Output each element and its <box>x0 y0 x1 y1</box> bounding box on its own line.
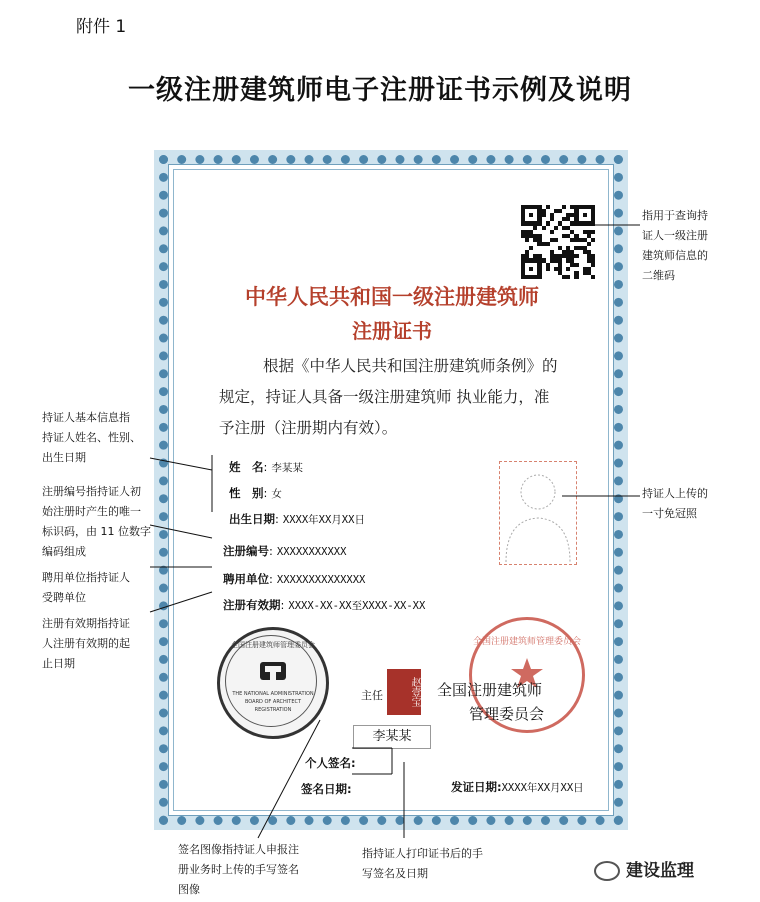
annotation-sigimg-line-1: 签名图像指持证人申报注 <box>178 843 299 856</box>
field-employer-value: XXXXXXXXXXXXXX <box>276 574 366 586</box>
annotation-reg-line-3: 标识码，由 11 位数字 <box>42 525 151 538</box>
certificate-subtitle: 注册证书 <box>352 319 432 343</box>
right-seal-text: 全国注册建筑师管理委员会 <box>472 637 581 647</box>
annotation-photo <box>642 484 708 524</box>
field-birthdate-label: 出生日期 <box>229 512 275 526</box>
annotation-photo-line-2: 一寸免冠照 <box>642 507 697 520</box>
annotation-validity-line-2: 人注册有效期的起 <box>42 637 130 650</box>
field-employer-label: 聘用单位 <box>223 572 269 586</box>
annotation-qr-line-1: 指用于查询持 <box>642 209 708 222</box>
field-gender-label: 性 别 <box>229 486 264 500</box>
field-reg-number-label: 注册编号 <box>223 544 269 558</box>
signature-image: 李某某 <box>353 725 431 749</box>
signature-date-label: 签名日期: <box>301 782 352 796</box>
body-line-3: 予注册（注册期内有效）。 <box>219 419 398 437</box>
watermark-text: 建设监理 <box>626 861 694 881</box>
seal-top-text: 全国注册建筑师管理委员会 <box>231 641 315 649</box>
reg-number-leader-line <box>150 525 212 538</box>
field-reg-number: 注册编号: XXXXXXXXXXX <box>223 544 347 558</box>
field-name: 姓 名: 李某某 <box>229 460 303 474</box>
annotation-qr-line-2: 证人一级注册 <box>642 229 708 242</box>
annotation-validity-line-1: 注册有效期指持证 <box>42 617 130 630</box>
annotation-hand-line-2: 写签名及日期 <box>362 867 428 880</box>
director-stamp: 赵壹宝 <box>387 669 421 715</box>
annotation-employer-line-2: 受聘单位 <box>42 591 86 604</box>
issue-date-label: 发证日期: <box>451 780 502 794</box>
committee-name-line-2: 管理委员会 <box>469 705 545 723</box>
annotation-signature-image <box>178 840 299 900</box>
field-employer: 聘用单位: XXXXXXXXXXXXXX <box>223 572 366 586</box>
field-name-value: 李某某 <box>271 462 303 474</box>
document-title: 一级注册建筑师电子注册证书示例及说明 <box>128 75 632 106</box>
annotation-qr-line-3: 建筑师信息的 <box>642 249 708 262</box>
annotation-handwritten <box>362 844 483 884</box>
annotation-reg-line-2: 始注册时产生的唯一 <box>42 505 141 518</box>
field-reg-number-value: XXXXXXXXXXX <box>276 546 347 558</box>
basic-info-leader-line <box>150 458 212 470</box>
field-validity-value: XXXX-XX-XX至XXXX-XX-XX <box>288 600 426 612</box>
signature-leader-line <box>258 720 320 838</box>
director-label: 主任 <box>361 689 383 702</box>
issue-date-value: XXXX年XX月XX日 <box>501 782 584 794</box>
annotation-qr-line-4: 二维码 <box>642 269 675 282</box>
annotation-sigimg-line-2: 册业务时上传的手写签名 <box>178 863 299 876</box>
annotation-employer-line-1: 聘用单位指持证人 <box>42 571 130 584</box>
annotation-reg-line-1: 注册编号指持证人初 <box>42 485 141 498</box>
body-line-1: 根据《中华人民共和国注册建筑师条例》的 <box>263 357 558 375</box>
annotation-basic-line-1: 持证人基本信息指 <box>42 411 130 424</box>
wechat-icon <box>594 861 620 881</box>
annotation-basic-info <box>42 408 141 468</box>
field-validity: 注册有效期: XXXX-XX-XX至XXXX-XX-XX <box>223 598 426 612</box>
annotation-basic-line-3: 出生日期 <box>42 451 86 464</box>
annotation-photo-line-1: 持证人上传的 <box>642 487 708 500</box>
committee-name-line-1: 全国注册建筑师 <box>437 681 543 699</box>
field-birthdate-value: XXXX年XX月XX日 <box>282 514 365 526</box>
seal-en-line-2: BOARD OF ARCHITECT <box>244 699 302 705</box>
annotation-validity-line-3: 止日期 <box>42 657 75 670</box>
annotation-qr <box>642 206 708 286</box>
annotation-sigimg-line-3: 图像 <box>178 883 200 896</box>
annotation-employer <box>42 568 130 608</box>
annotation-hand-line-1: 指持证人打印证书后的手 <box>362 847 483 860</box>
annotation-basic-line-2: 持证人姓名、性别、 <box>42 431 141 444</box>
field-gender: 性 别: 女 <box>229 486 282 500</box>
body-line-2: 规定，持证人具备一级注册建筑师 执业能力，准 <box>219 388 550 406</box>
annotation-validity <box>42 614 130 674</box>
validity-leader-line <box>150 592 212 612</box>
attachment-label: 附件 1 <box>76 17 127 37</box>
annotation-reg-line-4: 编码组成 <box>42 545 86 558</box>
certificate-title: 中华人民共和国一级注册建筑师 <box>245 285 539 309</box>
field-name-label: 姓 名 <box>229 460 264 474</box>
field-validity-label: 注册有效期 <box>223 598 281 612</box>
seal-en-line-1: THE NATIONAL ADMINISTRATION <box>232 691 314 697</box>
watermark <box>594 856 694 881</box>
field-gender-value: 女 <box>271 488 282 500</box>
field-birthdate: 出生日期: XXXX年XX月XX日 <box>229 512 365 526</box>
seal-en-line-3: REGISTRATION <box>254 707 292 713</box>
personal-signature-label: 个人签名: <box>305 756 356 770</box>
annotation-reg-number <box>42 482 151 562</box>
